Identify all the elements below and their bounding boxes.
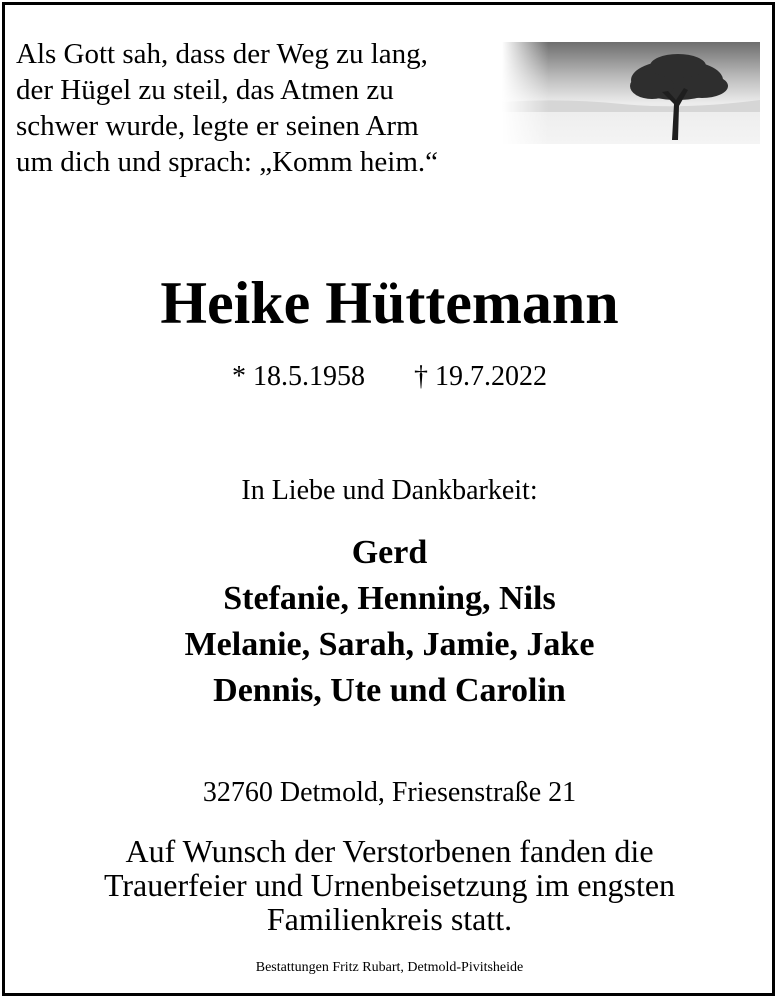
tree-image	[502, 42, 760, 144]
mourners-intro: In Liebe und Dankbarkeit:	[241, 475, 538, 506]
mourners-list	[0, 530, 779, 714]
notice-line: Auf Wunsch der Verstorbenen fanden die	[125, 833, 654, 869]
mourner-line: Gerd	[351, 534, 428, 571]
notice-line: Trauerfeier und Urnenbeisetzung im engsten	[103, 867, 676, 903]
mourner-line: Stefanie, Henning, Nils	[223, 580, 556, 617]
funeral-notice	[0, 834, 779, 936]
undertaker-credit: Bestattungen Fritz Rubart, Detmold-Pivitsheide	[255, 960, 524, 975]
poem-line: der Hügel zu steil, das Atmen zu	[16, 74, 394, 106]
deceased-name: Heike Hüttemann	[160, 270, 619, 336]
address: 32760 Detmold, Friesenstraße 21	[202, 777, 577, 808]
poem-line: Als Gott sah, dass der Weg zu lang,	[16, 38, 428, 70]
notice-line: Familienkreis statt.	[266, 901, 513, 937]
poem-line: schwer wurde, legte er seinen Arm	[16, 110, 419, 142]
life-dates: * 18.5.1958 † 19.7.2022	[232, 361, 547, 392]
mourner-line: Dennis, Ute und Carolin	[213, 672, 566, 709]
poem-line: um dich und sprach: „Komm heim.“	[16, 146, 439, 178]
mourner-line: Melanie, Sarah, Jamie, Jake	[184, 626, 595, 663]
poem	[16, 36, 516, 180]
